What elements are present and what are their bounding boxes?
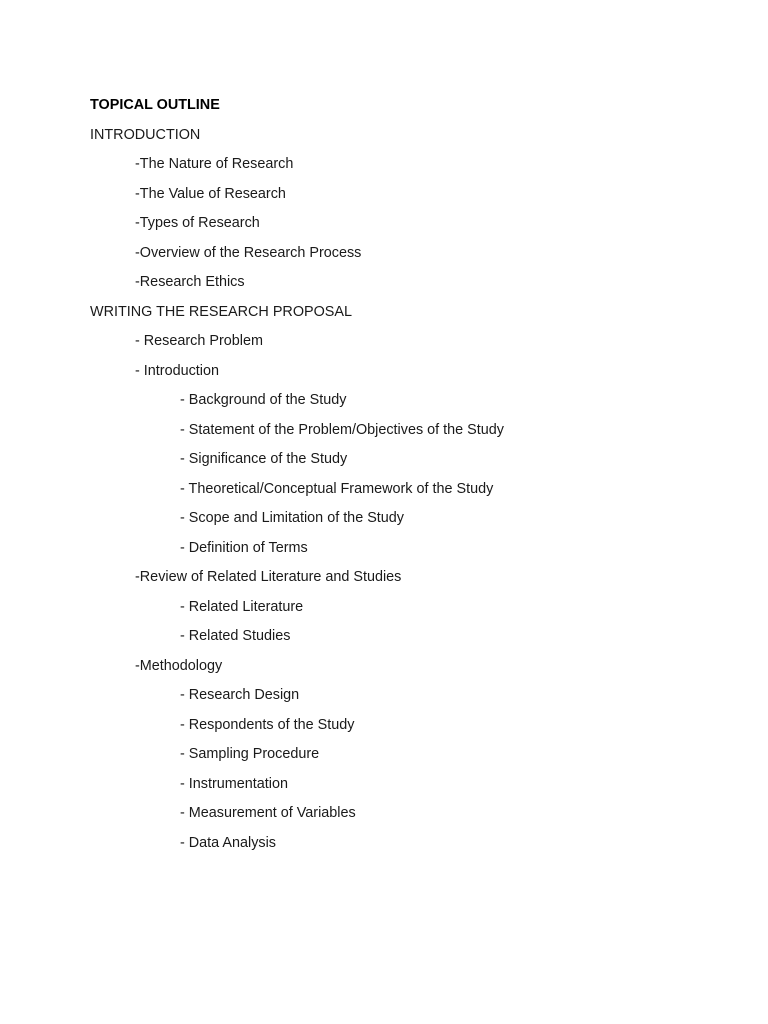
outline-subitem: - Data Analysis [180,834,276,851]
outline-item: -Types of Research [135,215,260,231]
outline-item: -Research Ethics [135,274,245,290]
outline-subitem: - Related Literature [180,598,304,615]
outline-subitem: - Measurement of Variables [180,805,356,821]
outline-item: -The Value of Research [135,185,286,202]
outline-subitem: - Theoretical/Conceptual Framework of the Study [180,480,494,497]
section-heading: INTRODUCTION [90,126,201,143]
outline-subitem: - Significance of the Study [180,451,348,467]
outline-item: - Introduction [135,362,219,379]
topical-outline [90,91,504,858]
section-heading: WRITING THE RESEARCH PROPOSAL [90,303,353,320]
outline-subitem: - Sampling Procedure [180,746,320,762]
outline-item: -Review of Related Literature and Studies [135,569,402,585]
outline-item: -Methodology [135,657,223,674]
outline-subitem: - Instrumentation [180,775,288,792]
outline-item: -The Nature of Research [135,156,294,172]
outline-subitem: - Scope and Limitation of the Study [180,510,404,526]
outline-title: TOPICAL OUTLINE [90,97,220,113]
outline-subitem: - Definition of Terms [180,539,308,556]
outline-item: - Research Problem [135,333,263,349]
outline-item: -Overview of the Research Process [135,244,362,261]
outline-subitem: - Background of the Study [180,392,347,408]
outline-subitem: - Statement of the Problem/Objectives of the Study [180,421,504,438]
outline-subitem: - Related Studies [180,628,291,644]
outline-subitem: - Respondents of the Study [180,716,355,733]
outline-subitem: - Research Design [180,687,300,703]
